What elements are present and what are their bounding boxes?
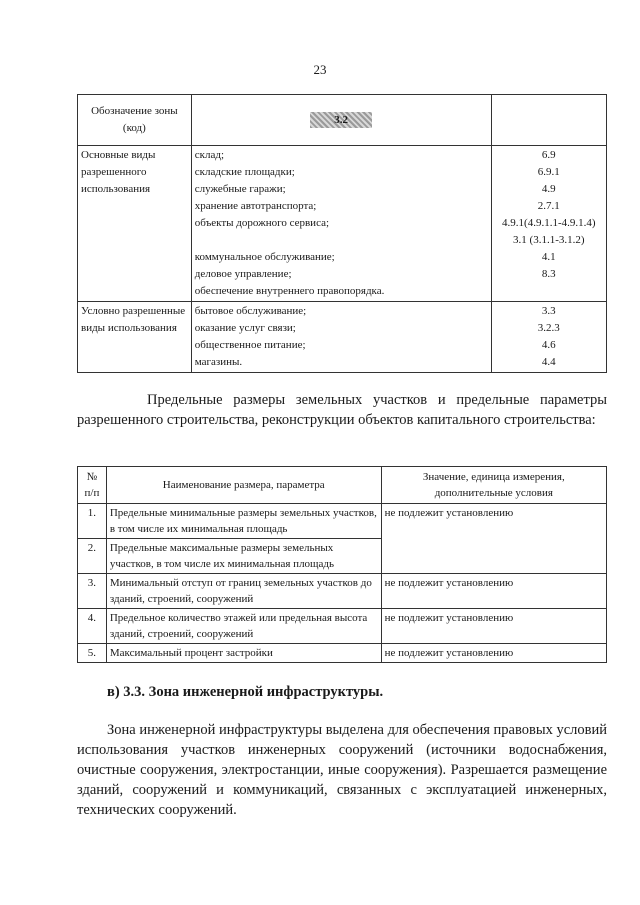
table-row — [78, 609, 607, 644]
row-name: Предельные максимальные размеры земельных участков, в том числе их минимальная площадь — [106, 539, 381, 574]
engineering-zone-text: Зона инженерной инфраструктуры выделена для обеспечения правовых условий использования участков инженерных сооружений (источники водоснабжения, очистные сооружения, электростанции, иные сооружения). Разрешается размещение зданий, сооружений и коммуникаций, связанных с эксплуатацией инженерных, технических сооружений. — [77, 722, 607, 818]
zone-code-cell — [191, 95, 491, 146]
primary-uses-row — [78, 146, 607, 302]
use-name: магазины. — [194, 356, 243, 368]
use-name: коммунальное обслуживание; — [194, 251, 335, 263]
zone-table-header-row — [78, 95, 607, 146]
row-num: 2. — [78, 539, 107, 574]
use-code: 3.3 — [541, 305, 556, 317]
use-name: хранение автотранспорта; — [194, 200, 317, 212]
use-code: 4.4 — [541, 356, 556, 368]
row-name: Предельное количество этажей или предельная высота зданий, строений, сооружений — [106, 609, 381, 644]
table-row — [78, 504, 607, 539]
col-header-name: Наименование размера, параметра — [106, 467, 381, 504]
use-code: 4.9 — [541, 183, 556, 195]
use-code: 6.9 — [541, 149, 556, 161]
row-name: Предельные минимальные размеры земельных участков, в том числе их минимальная площадь — [106, 504, 381, 539]
use-code: 8.3 — [541, 268, 556, 280]
row-num: 1. — [78, 504, 107, 539]
conditional-uses-row — [78, 302, 607, 373]
zone-code: 3.2 — [310, 112, 372, 128]
row-value: не подлежит установлению — [381, 609, 606, 644]
col-header-value: Значение, единица измерения, дополнительные условия — [381, 467, 606, 504]
col-header-num: № п/п — [78, 467, 107, 504]
use-code: 4.6 — [541, 339, 556, 351]
conditional-uses-title: Условно разрешенные виды использования — [78, 302, 192, 373]
use-name: объекты дорожного сервиса; — [194, 217, 330, 229]
use-name: деловое управление; — [194, 268, 292, 280]
parameters-table — [77, 466, 607, 663]
use-code: 3.2.3 — [537, 322, 560, 334]
limits-paragraph-text: Предельные размеры земельных участков и предельные параметры разрешенного строительства, реконструкции объектов капитального строительства: — [77, 392, 607, 428]
limits-paragraph — [77, 390, 607, 430]
page-number: 23 — [313, 62, 327, 77]
use-code: 3.1 (3.1.1-3.1.2) — [513, 234, 585, 246]
primary-uses-codes — [491, 146, 606, 302]
zone-header-label: Обозначение зоны (код) — [78, 95, 192, 146]
use-name: бытовое обслуживание; — [194, 305, 307, 317]
row-value: не подлежит установлению — [381, 574, 606, 609]
row-value: не подлежит установлению — [381, 644, 606, 663]
row-name: Максимальный процент застройки — [106, 644, 381, 663]
zone-uses-table — [77, 94, 607, 373]
conditional-uses-codes — [491, 302, 606, 373]
use-code: 4.9.1(4.9.1.1-4.9.1.4) — [502, 217, 596, 229]
row-num: 4. — [78, 609, 107, 644]
parameters-header-row — [78, 467, 607, 504]
primary-uses-names — [191, 146, 491, 302]
use-name: складские площадки; — [194, 166, 295, 178]
use-code: 6.9.1 — [537, 166, 560, 178]
row-num: 3. — [78, 574, 107, 609]
engineering-zone-paragraph — [77, 720, 607, 820]
use-name: склад; — [194, 149, 225, 161]
table-row — [78, 644, 607, 663]
use-name: общественное питание; — [194, 339, 306, 351]
use-name: служебные гаражи; — [194, 183, 286, 195]
row-num: 5. — [78, 644, 107, 663]
use-code: 2.7.1 — [537, 200, 560, 212]
use-name: обеспечение внутреннего правопорядка. — [194, 285, 385, 297]
section-heading: в) 3.3. Зона инженерной инфраструктуры. — [107, 684, 384, 700]
conditional-uses-names — [191, 302, 491, 373]
row-name: Минимальный отступ от границ земельных участков до зданий, строений, сооружений — [106, 574, 381, 609]
table-row — [78, 574, 607, 609]
use-code: 4.1 — [541, 251, 556, 263]
primary-uses-title: Основные виды разрешенного использования — [78, 146, 192, 302]
row-value: не подлежит установлению — [381, 504, 606, 574]
use-name: оказание услуг связи; — [194, 322, 296, 334]
